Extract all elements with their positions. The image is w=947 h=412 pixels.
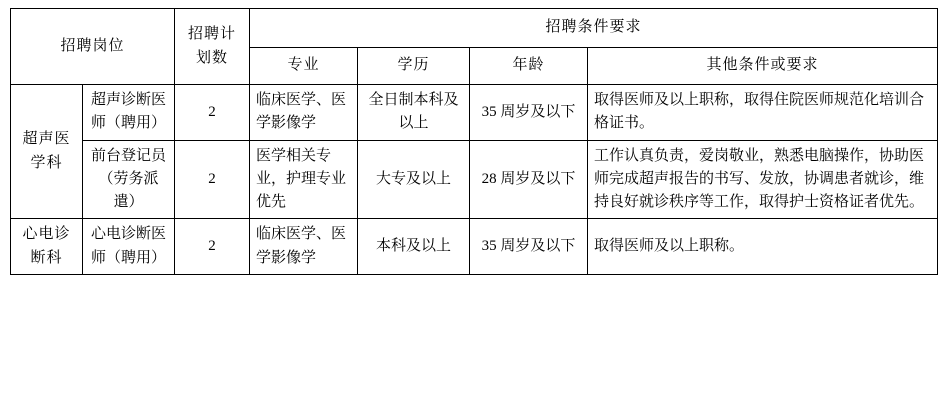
- table-head: [11, 9, 938, 85]
- header-education: 学历: [358, 48, 470, 85]
- post-title: 超声诊断医师（聘用）: [83, 85, 175, 141]
- table-row: [11, 85, 938, 141]
- header-row-top: [11, 9, 938, 48]
- plan-count-value: 2: [175, 140, 250, 219]
- department-name: 超声医学科: [11, 85, 83, 219]
- age-value: 35 周岁及以下: [470, 219, 588, 275]
- department-name: 心电诊断科: [11, 219, 83, 275]
- age-value: 28 周岁及以下: [470, 140, 588, 219]
- major-value: 医学相关专业，护理专业优先: [250, 140, 358, 219]
- header-post: 招聘岗位: [11, 9, 175, 85]
- age-value: 35 周岁及以下: [470, 85, 588, 141]
- other-requirements-value: 取得医师及以上职称。: [588, 219, 938, 275]
- header-conditions: 招聘条件要求: [250, 9, 938, 48]
- header-major: 专业: [250, 48, 358, 85]
- education-value: 全日制本科及以上: [358, 85, 470, 141]
- major-value: 临床医学、医学影像学: [250, 219, 358, 275]
- recruitment-table: [10, 8, 938, 275]
- header-plan-count: 招聘计划数: [175, 9, 250, 85]
- other-requirements-value: 取得医师及以上职称，取得住院医师规范化培训合格证书。: [588, 85, 938, 141]
- header-age: 年龄: [470, 48, 588, 85]
- post-title: 前台登记员（劳务派遣）: [83, 140, 175, 219]
- table-row: [11, 219, 938, 275]
- education-value: 本科及以上: [358, 219, 470, 275]
- post-title: 心电诊断医师（聘用）: [83, 219, 175, 275]
- plan-count-value: 2: [175, 85, 250, 141]
- table-row: [11, 140, 938, 219]
- table-body: [11, 85, 938, 275]
- major-value: 临床医学、医学影像学: [250, 85, 358, 141]
- header-other: 其他条件或要求: [588, 48, 938, 85]
- plan-count-value: 2: [175, 219, 250, 275]
- other-requirements-value: 工作认真负责，爱岗敬业，熟悉电脑操作，协助医师完成超声报告的书写、发放，协调患者就诊，维持良好就诊秩序等工作，取得护士资格证者优先。: [588, 140, 938, 219]
- education-value: 大专及以上: [358, 140, 470, 219]
